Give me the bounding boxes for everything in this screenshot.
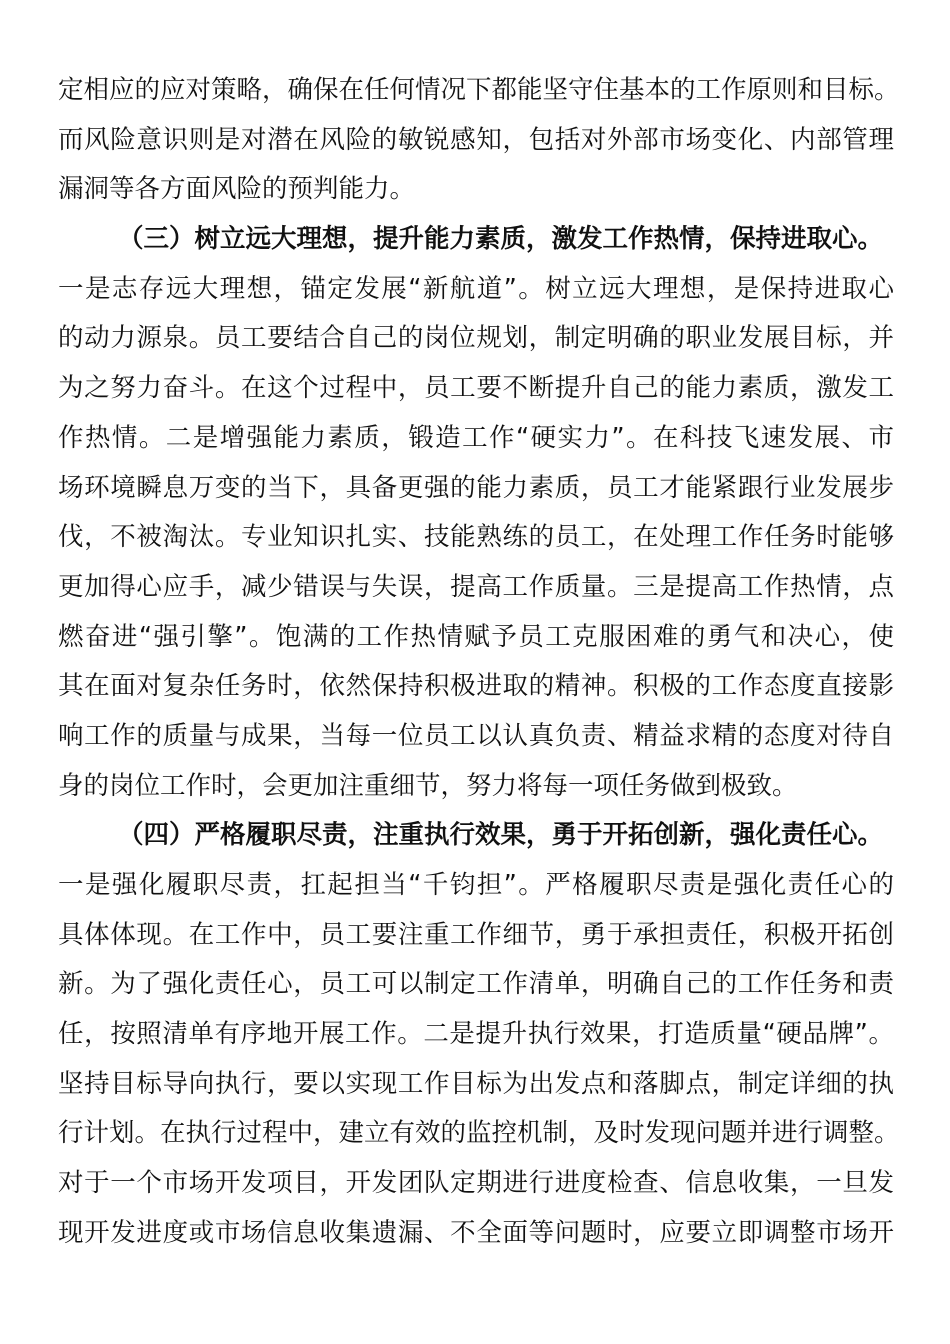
section-heading-3: （三）树立远大理想，提升能力素质，激发工作热情，保持进取心。 <box>118 224 884 255</box>
text-line: 现开发进度或市场信息收集遗漏、不全面等问题时，应要立即调整市场开 <box>58 1217 894 1248</box>
text-line: 燃奋进“强引擎”。饱满的工作热情赋予员工克服困难的勇气和决心，使 <box>58 621 894 652</box>
text-line: 坚持目标导向执行，要以实现工作目标为出发点和落脚点，制定详细的执 <box>58 1068 894 1099</box>
text-line: 对于一个市场开发项目，开发团队定期进行进度检查、信息收集，一旦发 <box>58 1168 894 1199</box>
text-line: 定相应的应对策略，确保在任何情况下都能坚守住基本的工作原则和目标。 <box>58 75 900 105</box>
section-heading-4: （四）严格履职尽责，注重执行效果，勇于开拓创新，强化责任心。 <box>118 820 884 851</box>
text-line: 一是强化履职尽责，扛起担当“千钧担”。严格履职尽责是强化责任心的 <box>58 870 894 900</box>
text-line: 具体体现。在工作中，员工要注重工作细节，勇于承担责任，积极开拓创 <box>58 919 894 950</box>
text-line: 一是志存远大理想，锚定发展“新航道”。树立远大理想，是保持进取心 <box>58 273 894 304</box>
text-line: 作热情。二是增强能力素质，锻造工作“硬实力”。在科技飞速发展、市 <box>58 422 894 453</box>
text-line: 场环境瞬息万变的当下，具备更强的能力素质，员工才能紧跟行业发展步 <box>58 472 894 503</box>
text-line: 其在面对复杂任务时，依然保持积极进取的精神。积极的工作态度直接影 <box>58 671 894 702</box>
document-body <box>58 66 900 1259</box>
text-line: 漏洞等各方面风险的预判能力。 <box>58 174 416 205</box>
text-line: 行计划。在执行过程中，建立有效的监控机制，及时发现问题并进行调整。 <box>58 1118 900 1149</box>
text-line: 的动力源泉。员工要结合自己的岗位规划，制定明确的职业发展目标，并 <box>58 323 894 354</box>
text-line: 新。为了强化责任心，员工可以制定工作清单，明确自己的工作任务和责 <box>58 969 894 1000</box>
text-line: 任，按照清单有序地开展工作。二是提升执行效果，打造质量“硬品牌”。 <box>58 1019 894 1050</box>
text-line: 身的岗位工作时，会更加注重细节，努力将每一项任务做到极致。 <box>58 770 798 801</box>
text-line: 而风险意识则是对潜在风险的敏锐感知，包括对外部市场变化、内部管理 <box>58 124 894 155</box>
text-line: 为之努力奋斗。在这个过程中，员工要不断提升自己的能力素质，激发工 <box>58 373 894 404</box>
text-line: 响工作的质量与成果，当每一位员工以认真负责、精益求精的态度对待自 <box>58 720 894 751</box>
text-line: 更加得心应手，减少错误与失误，提高工作质量。三是提高工作热情，点 <box>58 571 894 602</box>
text-line: 伐，不被淘汰。专业知识扎实、技能熟练的员工，在处理工作任务时能够 <box>58 522 894 553</box>
